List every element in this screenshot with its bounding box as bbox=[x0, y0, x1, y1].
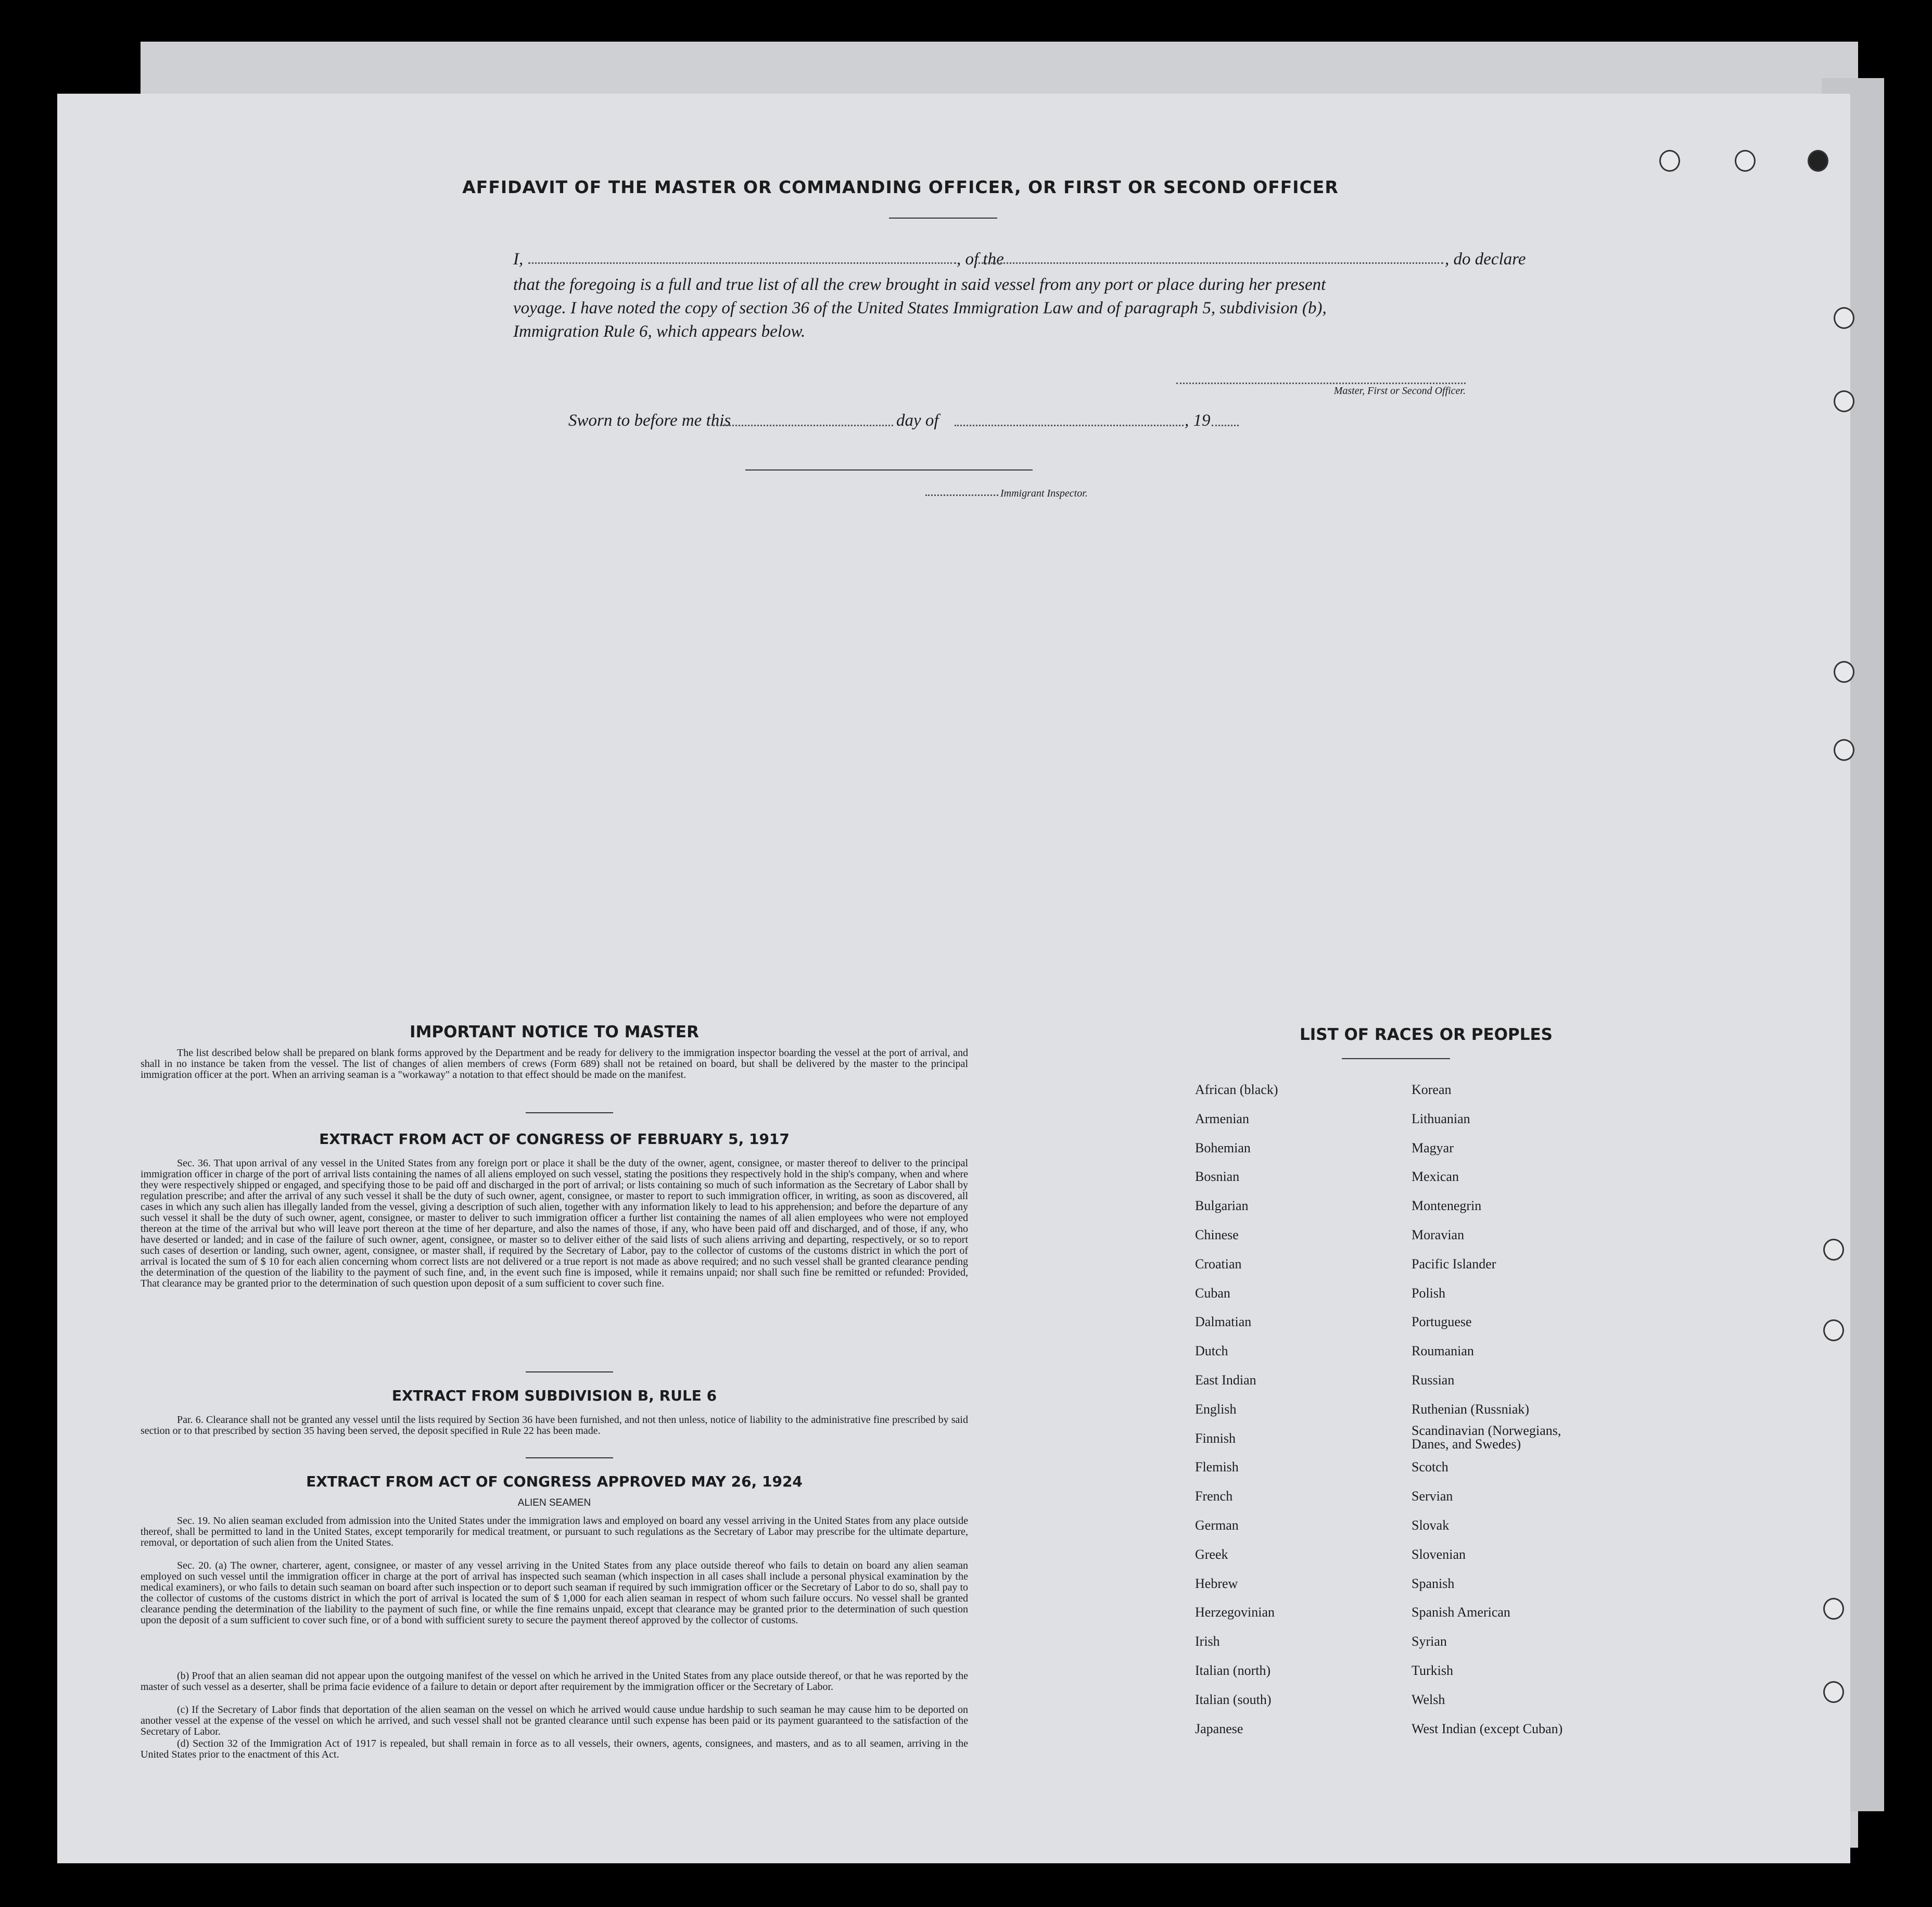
race-item: Ruthenian (Russniak) bbox=[1412, 1401, 1530, 1417]
race-item: Montenegrin bbox=[1412, 1198, 1482, 1214]
inspector-caption: Immigrant Inspector. bbox=[1000, 488, 1088, 499]
race-item: Bosnian bbox=[1195, 1169, 1240, 1185]
inspector-signature-line[interactable] bbox=[745, 469, 1033, 471]
race-item: Hebrew bbox=[1195, 1575, 1238, 1591]
rule6-body: Par. 6. Clearance shall not be granted any vessel until the lists required by Section 36 have been furnished, and not then unless, notice of liability to the administrative fine prescribed by said section or to that prescribed by section 35 having been served, the deposit specified in Rule 22 has been made. bbox=[141, 1414, 968, 1436]
document-page bbox=[57, 94, 1850, 1863]
sworn-year-field[interactable] bbox=[1212, 425, 1239, 426]
vessel-blank-field[interactable] bbox=[975, 262, 1443, 264]
race-item: Welsh bbox=[1412, 1692, 1445, 1707]
race-item: Flemish bbox=[1195, 1459, 1239, 1475]
declaration-i: I, bbox=[513, 250, 524, 269]
act-1924-sec19: Sec. 19. No alien seaman excluded from admission into the United States under the immigration laws and employed on board any vessel arriving in the United States from any place outside thereof, shall be permitted to land in the United States, except temporarily for medical treatment, or pursuant to such regulations as the Secretary of Labor may prescribe for the ultimate departure, removal, or deportation of such alien from the United States. bbox=[141, 1515, 968, 1548]
affidavit-title: AFFIDAVIT OF THE MASTER OR COMMANDING OFFICER, OR FIRST OR SECOND OFFICER bbox=[462, 177, 1339, 197]
race-item: Scotch bbox=[1412, 1459, 1448, 1475]
section-divider bbox=[526, 1457, 613, 1458]
race-item: Japanese bbox=[1195, 1721, 1243, 1736]
race-item: Bohemian bbox=[1195, 1140, 1251, 1155]
punch-hole-icon bbox=[1823, 1319, 1844, 1341]
race-item: Korean bbox=[1412, 1082, 1452, 1097]
name-blank-field[interactable] bbox=[528, 262, 956, 264]
race-item: Croatian bbox=[1195, 1256, 1242, 1272]
rule6-title: EXTRACT FROM SUBDIVISION B, RULE 6 bbox=[391, 1387, 717, 1404]
day-of-label: day of bbox=[896, 411, 939, 430]
declaration-do-declare: , do declare bbox=[1445, 250, 1526, 269]
race-item: Russian bbox=[1412, 1372, 1455, 1388]
punch-hole-icon bbox=[1808, 150, 1828, 172]
race-item: Scandinavian (Norwegians, Danes, and Swedes) bbox=[1412, 1422, 1561, 1452]
notice-title: IMPORTANT NOTICE TO MASTER bbox=[410, 1023, 699, 1041]
race-item: Dalmatian bbox=[1195, 1314, 1252, 1330]
punch-hole-icon bbox=[1823, 1239, 1844, 1261]
race-item: Dutch bbox=[1195, 1343, 1228, 1359]
race-item: Greek bbox=[1195, 1546, 1228, 1562]
punch-hole-icon bbox=[1823, 1681, 1844, 1703]
race-item: French bbox=[1195, 1489, 1233, 1504]
race-item: Moravian bbox=[1412, 1227, 1465, 1242]
race-item: Slovenian bbox=[1412, 1546, 1466, 1562]
races-divider bbox=[1342, 1058, 1450, 1059]
year-prefix: , 19 bbox=[1185, 411, 1211, 430]
race-item: Portuguese bbox=[1412, 1314, 1472, 1330]
race-item: Slovak bbox=[1412, 1517, 1450, 1533]
race-item: Spanish bbox=[1412, 1575, 1455, 1591]
races-right-column bbox=[1412, 1075, 1641, 1743]
race-item: Chinese bbox=[1195, 1227, 1239, 1242]
officer-signature-caption: Master, First or Second Officer. bbox=[1333, 385, 1466, 397]
act-1917-body: Sec. 36. That upon arrival of any vessel in the United States from any foreign port or place it shall be the duty of the owner, agent, consignee, or master thereof to deliver to the principal immigration officer in charge of the port of arrival lists containing the names of all aliens employed on such vessel, stating the positions they respectively hold in the ship's company, when and where they were respectively shipped or engaged, and specifying those to be paid off and discharged in the port of arrival; or lists containing so much of such information as the Secretary of Labor shall by regulation prescribe; and after the arrival of any such vessel it shall be the duty of such owner, agent, consignee, or master to report to such immigration officer, in writing, as soon as discovered, all cases in which any such alien has illegally landed from the vessel, giving a description of such alien, together with any information likely to lead to his apprehension; and before the departure of any such vessel it shall be the duty of such owner, agent, consignee, or master to deliver to such immigration officer a further list containing the names of all alien employees who were not employed thereon at the time of the arrival but who will leave port thereon at the time of her departure, and also the names of those, if any, who have been paid off and discharged, and of those, if any, who have deserted or landed; and in case of the failure of such owner, agent, consignee, or master so to deliver either of the said lists of such aliens arriving and departing, respectively, or so to report such cases of desertion or landing, such owner, agent, consignee, or master shall, if required by the Secretary of Labor, pay to the collector of customs of the customs district in which the port of arrival is located the sum of $ 10 for each alien concerning whom correct lists are not delivered or a true report is not made as above required; and no such vessel shall be granted clearance pending the determination of the question of the liability to the payment of such fine, and, in the event such fine is imposed, while it remains unpaid; nor shall such fine be remitted or refunded: Provided, That clearance may be granted prior to the determination of such question upon deposit of a sum sufficient to cover such fine. bbox=[141, 1158, 968, 1289]
race-item: Herzegovinian bbox=[1195, 1605, 1275, 1620]
race-item: Mexican bbox=[1412, 1169, 1459, 1185]
title-divider bbox=[889, 218, 997, 219]
officer-signature-field[interactable] bbox=[1176, 383, 1466, 384]
races-title: LIST OF RACES OR PEOPLES bbox=[1299, 1025, 1553, 1044]
sworn-month-field[interactable] bbox=[955, 425, 1184, 426]
races-left-column bbox=[1195, 1075, 1393, 1743]
race-item: Armenian bbox=[1195, 1111, 1249, 1126]
declaration-line-2: that the foregoing is a full and true list of all the crew brought in said vessel from any port or place during her present bbox=[513, 275, 1326, 294]
act-1924-title: EXTRACT FROM ACT OF CONGRESS APPROVED MAY 26, 1924 bbox=[306, 1473, 803, 1490]
act-1924-sec20a: Sec. 20. (a) The owner, charterer, agent, consignee, or master of any vessel arriving in the United States from any place outside thereof who fails to detain on board any alien seaman employed on such vessel until the immigration officer in charge at the port of arrival has inspected such seaman (which inspection in all cases shall include a personal physical examination by the medical examiners), or who fails to detain such seaman on board after such inspection or to deport such seaman if required by such immigration officer or the Secretary of Labor to do so, shall pay to the collector of customs of the customs district in which the port of arrival is located the sum of $ 1,000 for each alien seaman in respect of whom such failure occurs. No vessel shall be granted clearance pending the determination of the liability to the payment of such fine, or while the fine remains unpaid, except that clearance may be granted prior to the determination of such question upon the deposit of a sum sufficient to cover such fine, or of a bond with sufficient surety to secure the payment thereof approved by the collector of customs. bbox=[141, 1560, 968, 1626]
race-item: German bbox=[1195, 1517, 1239, 1533]
race-item: Cuban bbox=[1195, 1285, 1230, 1301]
inspector-name-field[interactable] bbox=[925, 494, 998, 496]
race-item: African (black) bbox=[1195, 1082, 1278, 1097]
sworn-day-field[interactable] bbox=[713, 425, 893, 426]
race-item: Magyar bbox=[1412, 1140, 1454, 1155]
punch-hole-icon bbox=[1834, 739, 1854, 761]
declaration-line-3: voyage. I have noted the copy of section 36 of the United States Immigration Law and of paragraph 5, subdivision (b), bbox=[513, 299, 1327, 317]
race-item: Finnish bbox=[1195, 1430, 1236, 1446]
act-1924-sec20b: (b) Proof that an alien seaman did not appear upon the outgoing manifest of the vessel on which he arrived in the United States from any place outside thereof, or that he was reported by the master of such vessel as a deserter, shall be prima facie evidence of a failure to detain or deport after requirement by the immigration officer or the Secretary of Labor. bbox=[141, 1670, 968, 1693]
sworn-label: Sworn to before me this bbox=[568, 411, 731, 430]
race-item: West Indian (except Cuban) bbox=[1412, 1721, 1563, 1736]
race-item: Italian (south) bbox=[1195, 1692, 1272, 1707]
race-item: English bbox=[1195, 1401, 1237, 1417]
race-item: Italian (north) bbox=[1195, 1662, 1271, 1678]
punch-hole-icon bbox=[1834, 390, 1854, 412]
race-item: Roumanian bbox=[1412, 1343, 1474, 1359]
act-1917-title: EXTRACT FROM ACT OF CONGRESS OF FEBRUARY 5, 1917 bbox=[319, 1130, 790, 1148]
race-item: Polish bbox=[1412, 1285, 1446, 1301]
race-item: Servian bbox=[1412, 1489, 1453, 1504]
section-divider bbox=[526, 1371, 613, 1372]
punch-hole-icon bbox=[1834, 661, 1854, 683]
punch-hole-icon bbox=[1834, 307, 1854, 329]
act-1924-sec20c: (c) If the Secretary of Labor finds that deportation of the alien seaman on the vessel on which he arrived would cause undue hardship to such seaman he may cause him to be deported on another vessel at the expense of the vessel on which he arrived, and such vessel shall not be granted clearance until such expense has been paid or its payment guaranteed to the satisfaction of the Secretary of Labor. bbox=[141, 1704, 968, 1737]
punch-hole-icon bbox=[1735, 150, 1756, 172]
notice-body: The list described below shall be prepared on blank forms approved by the Department and be ready for delivery to the immigration inspector boarding the vessel at the port of arrival, and shall in no instance be taken from the vessel. The list of changes of alien members of crews (Form 689) shall not be retained on board, but shall be delivered by the master to the principal immigration officer at the port. When an arriving seaman is a "workaway" a notation to that effect should be made on the manifest. bbox=[141, 1047, 968, 1080]
race-item: Lithuanian bbox=[1412, 1111, 1470, 1126]
punch-hole-icon bbox=[1823, 1598, 1844, 1620]
race-item: Syrian bbox=[1412, 1634, 1447, 1649]
race-item: Turkish bbox=[1412, 1662, 1453, 1678]
declaration-of-the: , of the bbox=[957, 250, 1004, 269]
punch-hole-icon bbox=[1659, 150, 1680, 172]
declaration-line-4: Immigration Rule 6, which appears below. bbox=[513, 322, 806, 341]
act-1924-subtitle: ALIEN SEAMEN bbox=[517, 1497, 591, 1508]
race-item: Pacific Islander bbox=[1412, 1256, 1496, 1272]
race-item: East Indian bbox=[1195, 1372, 1256, 1388]
race-item: Spanish American bbox=[1412, 1605, 1510, 1620]
race-item: Irish bbox=[1195, 1634, 1220, 1649]
act-1924-sec20d: (d) Section 32 of the Immigration Act of 1917 is repealed, but shall remain in force as to all vessels, their owners, agents, consignees, and masters, and as to all seamen, arriving in the United States prior to the enactment of this Act. bbox=[141, 1738, 968, 1760]
section-divider bbox=[526, 1112, 613, 1113]
race-item: Bulgarian bbox=[1195, 1198, 1249, 1214]
